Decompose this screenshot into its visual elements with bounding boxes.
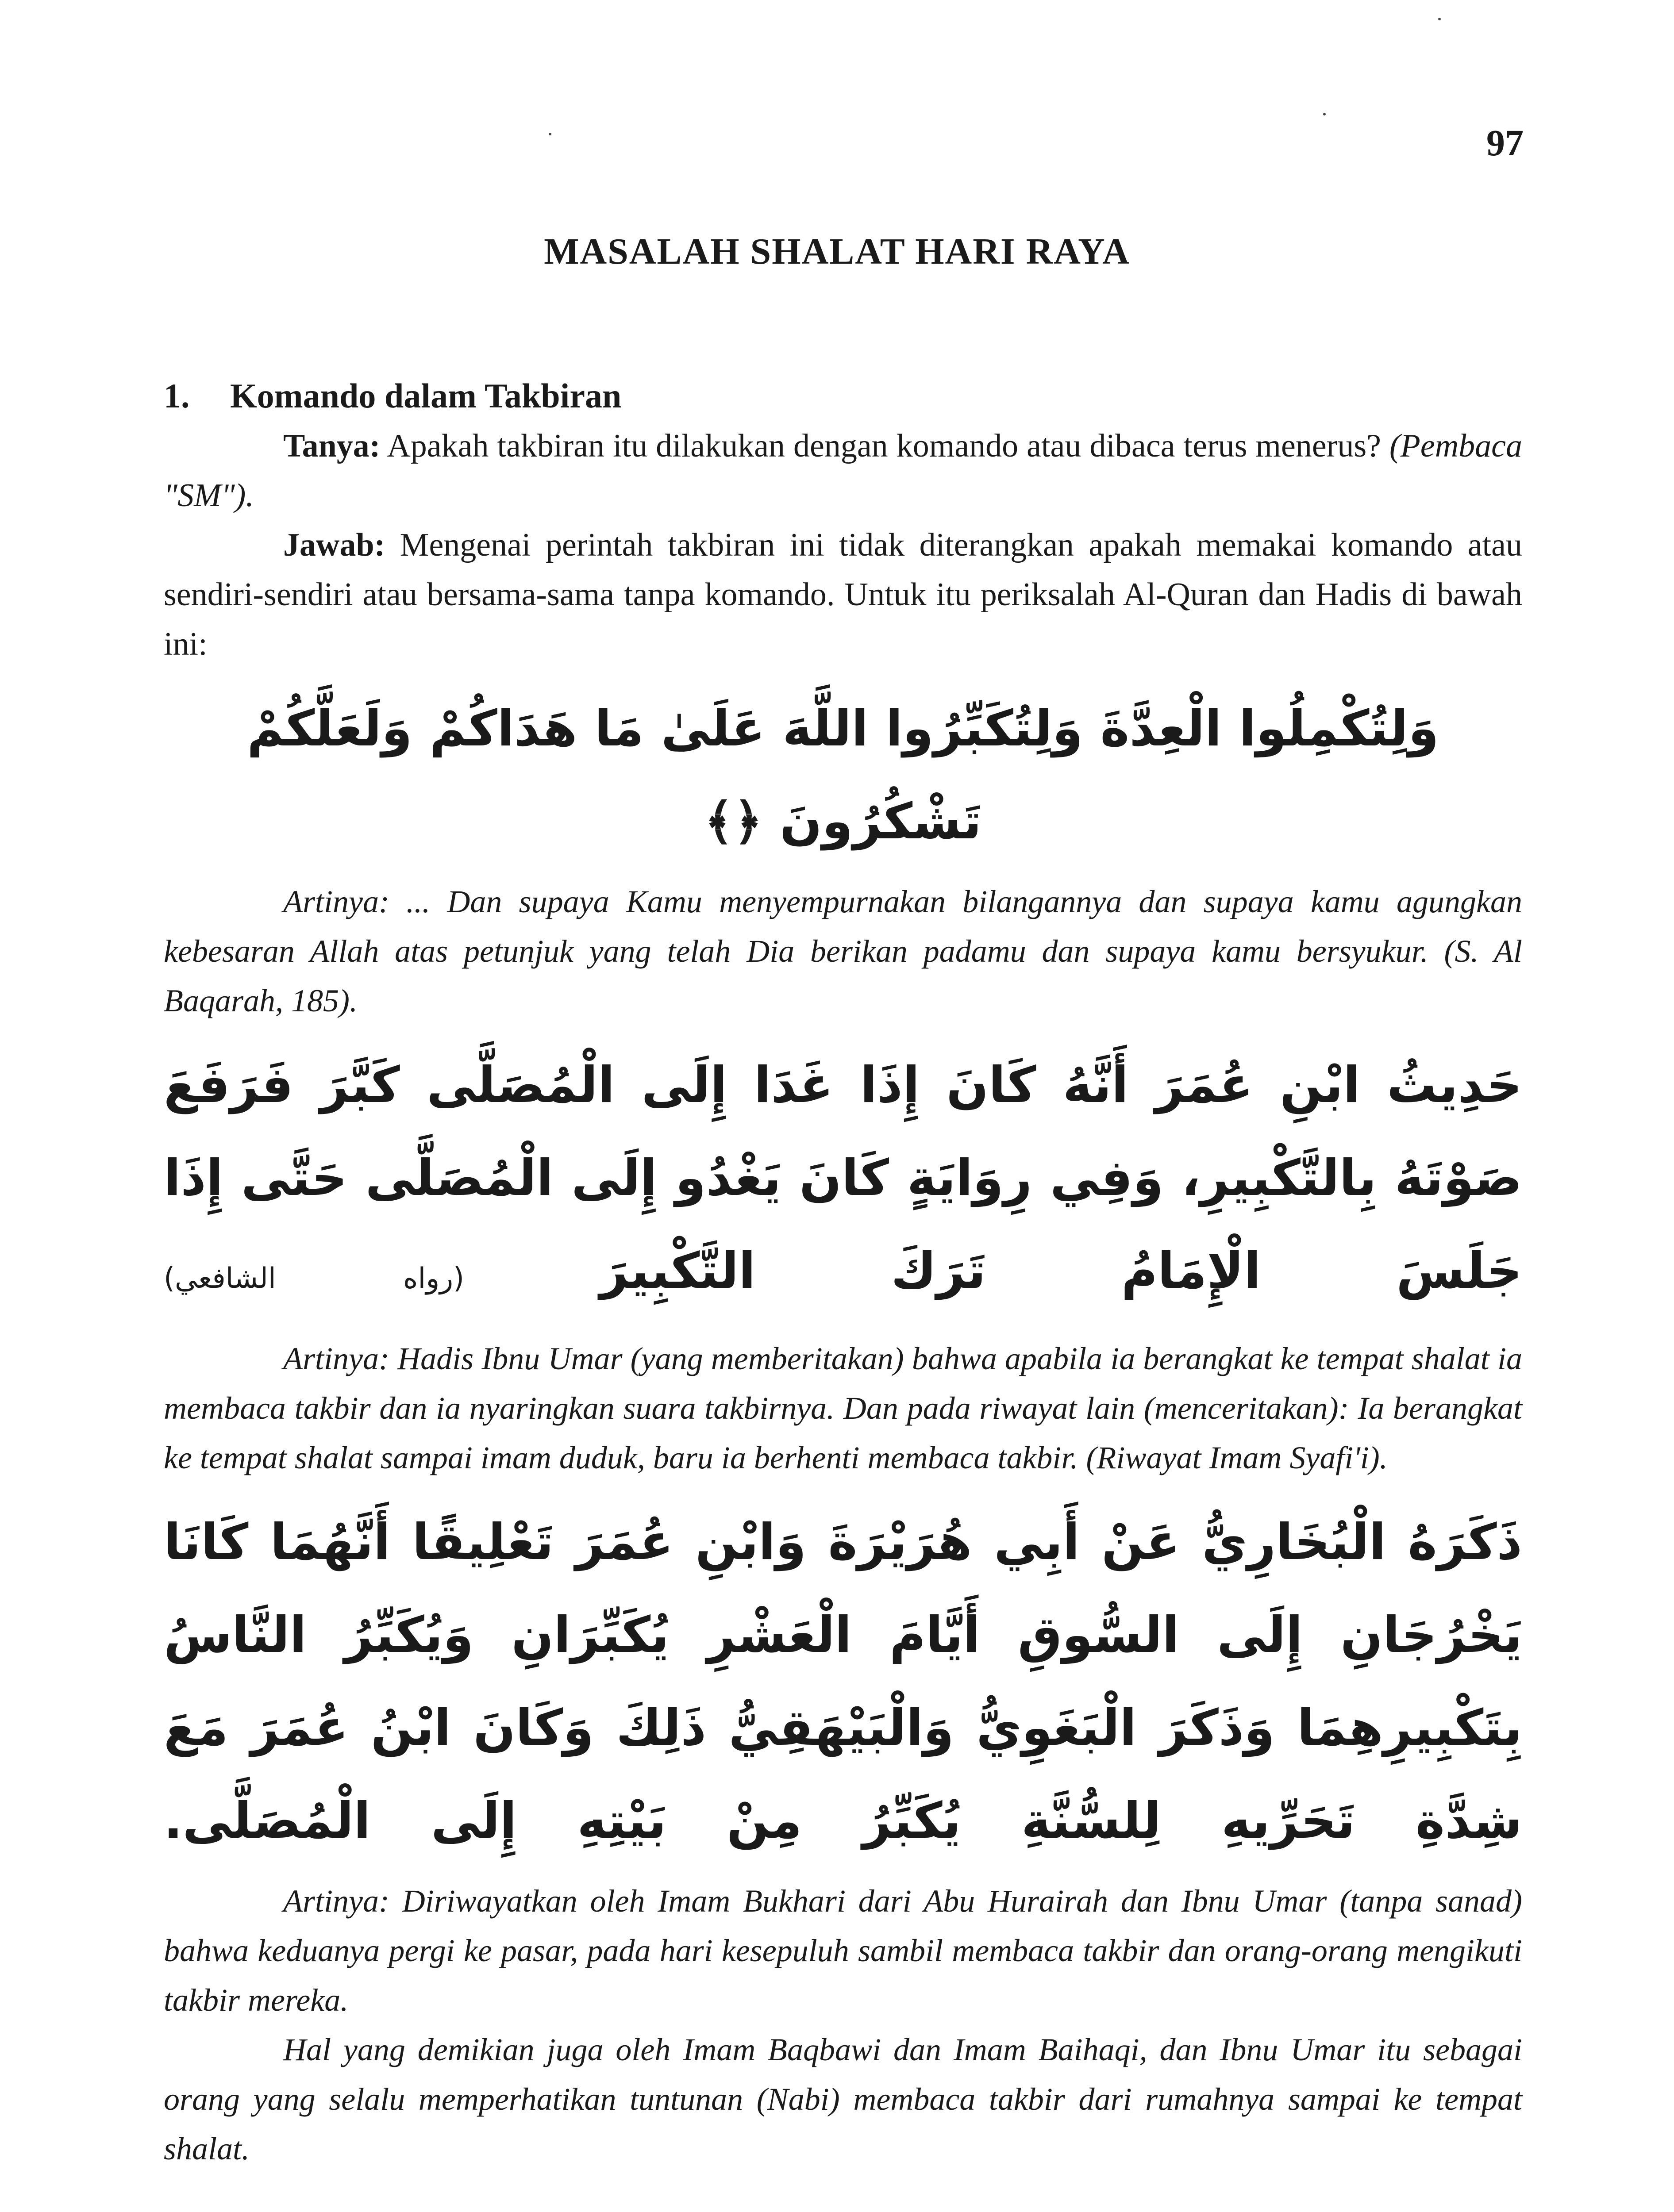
question-label: Tanya:	[283, 428, 381, 464]
answer-label: Jawab:	[283, 527, 385, 563]
question-text: Apakah takbiran itu dilakukan dengan komando atau dibaca terus menerus?	[380, 428, 1390, 464]
closing-note: Hal yang demikian juga oleh Imam Baqbawi dan Imam Baihaqi, dan Ibnu Umar itu sebagai orang yang selalu memperhatikan tuntunan (Nabi) membaca takbir dari rumahnya sampai ke tempat shalat.	[164, 2032, 1522, 2166]
scan-speck	[1323, 113, 1326, 115]
question-paragraph	[164, 421, 1522, 520]
quran-verse: وَلِتُكْمِلُوا الْعِدَّةَ وَلِتُكَبِّرُوا اللَّهَ عَلَىٰ مَا هَدَاكُمْ وَلَعَلَّكُمْ تَشْكُرُونَ ﴿﴾	[247, 700, 1439, 850]
question-source: (Pembaca "SM").	[164, 428, 1522, 514]
scan-speck	[1438, 18, 1441, 20]
section-title: Komando dalam Takbiran	[230, 376, 622, 415]
hadith-ibnu-umar-source: (رواه الشافعي)	[164, 1262, 465, 1295]
hadith-bukhari-translation: Artinya: Diriwayatkan oleh Imam Bukhari dari Abu Hurairah dan Ibnu Umar (tanpa sanad) bahwa keduanya pergi ke pasar, pada hari kesepuluh sambil membaca takbir dan orang-orang mengikuti takbir mereka.	[164, 1883, 1522, 2018]
hadith-bukhari: ذَكَرَهُ الْبُخَارِيُّ عَنْ أَبِي هُرَيْرَةَ وَابْنِ عُمَرَ تَعْلِيقًا أَنَّهُمَا كَانَا يَخْرُجَانِ إِلَى السُّوقِ أَيَّامَ الْعَشْرِ يُكَبِّرَانِ وَيُكَبِّرُ النَّاسُ بِتَكْبِيرِهِمَا وَذَكَرَ الْبَغَوِيُّ وَالْبَيْهَقِيُّ ذَلِكَ وَكَانَ ابْنُ عُمَرَ مَعَ شِدَّةِ تَحَرِّيهِ لِلسُّنَّةِ يُكَبِّرُ مِنْ بَيْتِهِ إِلَى الْمُصَلَّى.	[164, 1513, 1522, 1850]
chapter-title: MASALAH SHALAT HARI RAYA	[544, 231, 1130, 272]
answer-text: Mengenai perintah takbiran ini tidak diterangkan apakah memakai komando atau sendiri-sendiri atau bersama-sama tanpa komando. Untuk itu periksalah Al-Quran dan Hadis di bawah ini:	[164, 527, 1522, 662]
quran-translation: Artinya: ... Dan supaya Kamu menyempurnakan bilangannya dan supaya kamu agungkan kebesaran Allah atas petunjuk yang telah Dia berikan padamu dan supaya kamu bersyukur. (S. Al Baqarah, 185).	[164, 884, 1522, 1018]
scan-speck	[549, 133, 551, 135]
page-number: 97	[1486, 123, 1524, 164]
hadith-ibnu-umar-text: حَدِيثُ ابْنِ عُمَرَ أَنَّهُ كَانَ إِذَا غَدَا إِلَى الْمُصَلَّى كَبَّرَ فَرَفَعَ صَوْتَهُ بِالتَّكْبِيرِ، وَفِي رِوَايَةٍ كَانَ يَغْدُو إِلَى الْمُصَلَّى حَتَّى إِذَا جَلَسَ الْإِمَامُ تَرَكَ التَّكْبِيرَ	[164, 1056, 1522, 1300]
answer-paragraph	[164, 520, 1522, 669]
hadith-ibnu-umar-translation: Artinya: Hadis Ibnu Umar (yang memberitakan) bahwa apabila ia berangkat ke tempat shalat ia membaca takbir dan ia nyaringkan suara takbirnya. Dan pada riwayat lain (menceritakan): Ia berangkat ke tempat shalat sampai imam duduk, baru ia berhenti membaca takbir. (Riwayat Imam Syafi'i).	[164, 1341, 1522, 1475]
section-number: 1.	[164, 376, 190, 415]
page-body	[164, 376, 1522, 2174]
section-heading	[164, 376, 1522, 416]
hadith-ibnu-umar	[164, 1039, 1522, 1325]
